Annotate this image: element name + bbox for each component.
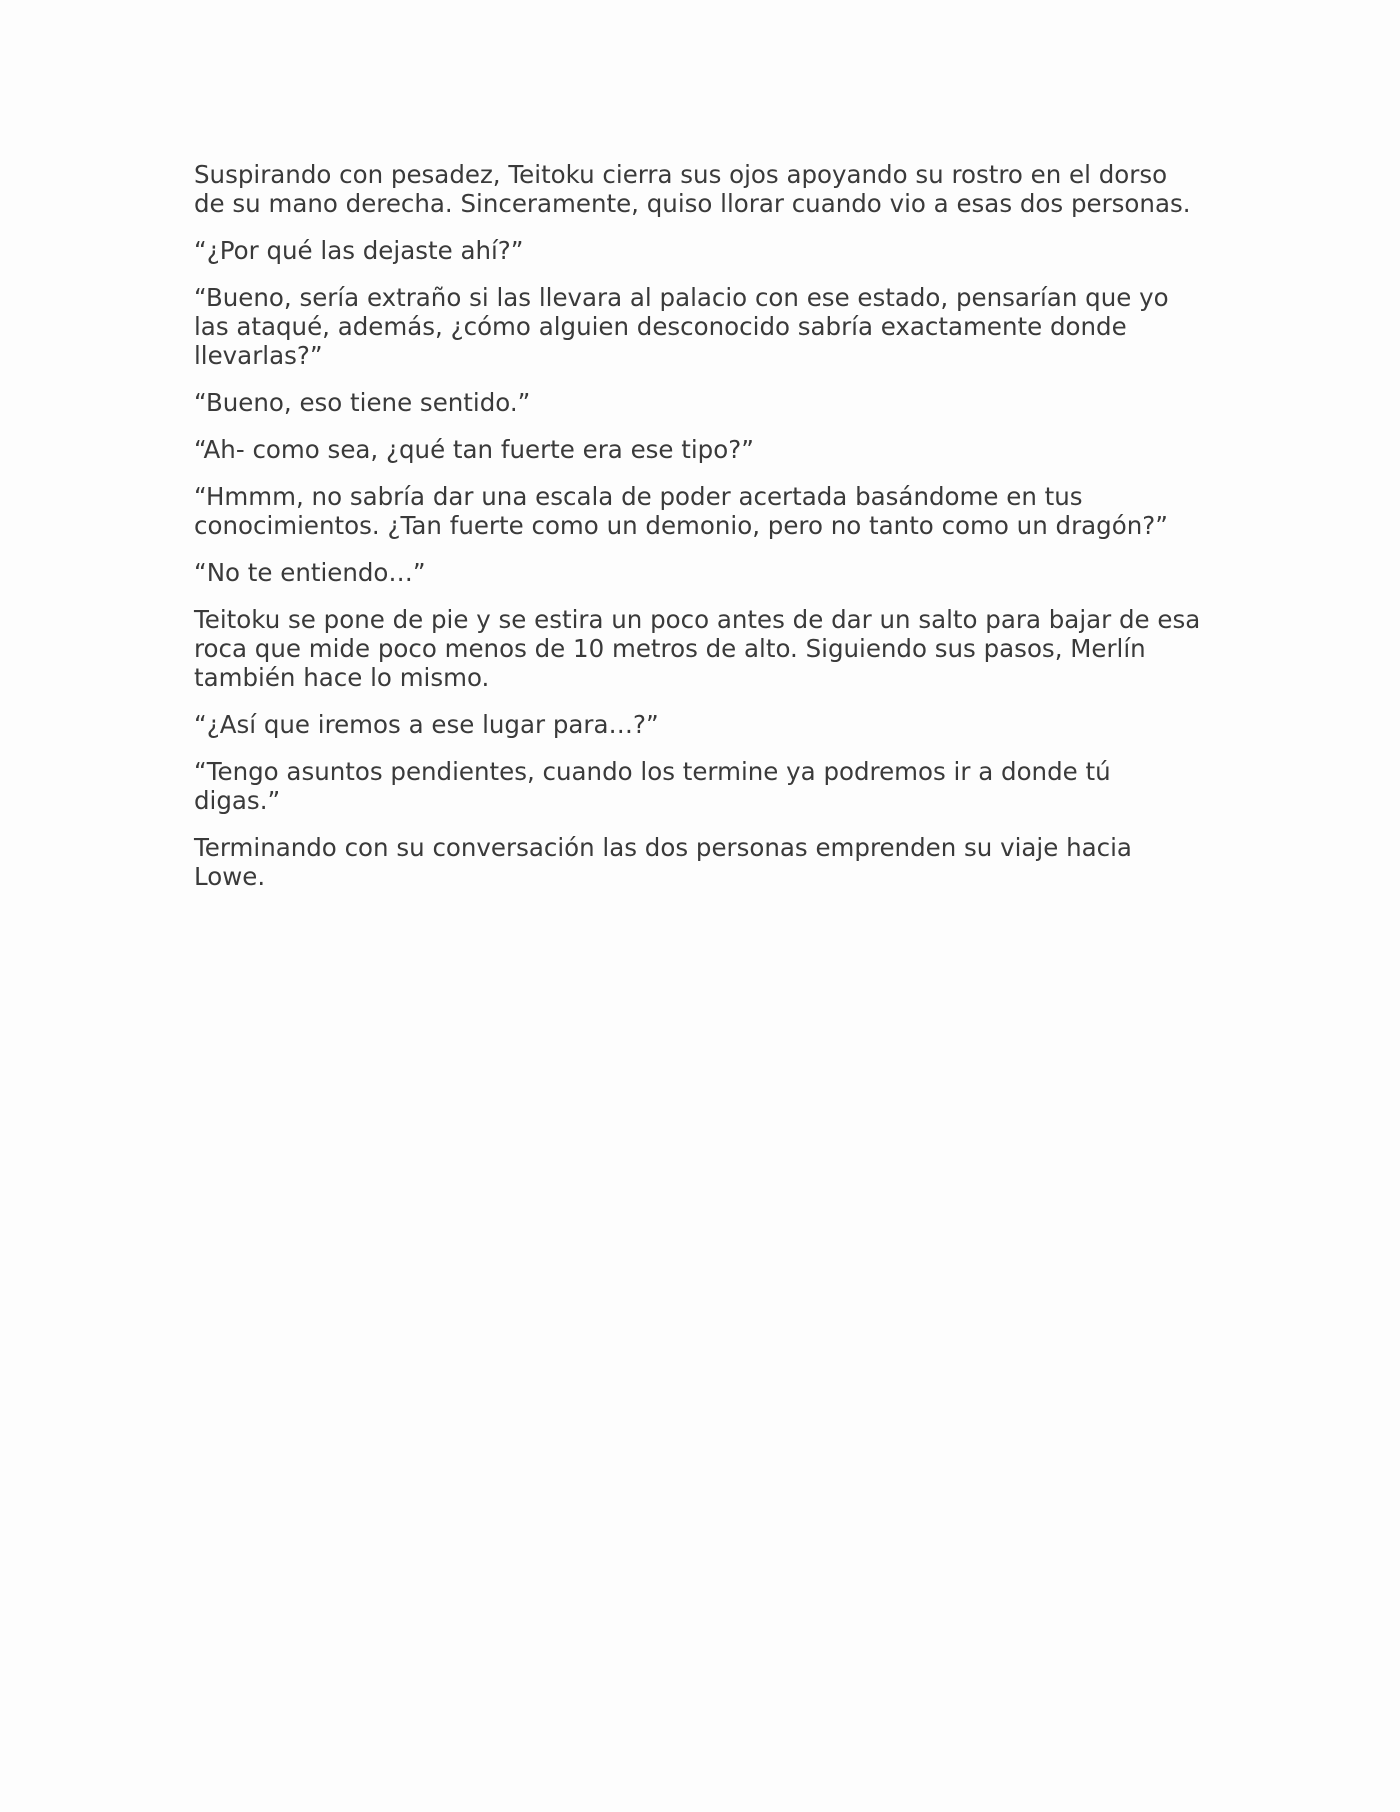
paragraph: “¿Así que iremos a ese lugar para…?”	[194, 710, 659, 739]
paragraph: “Hmmm, no sabría dar una escala de poder acertada basándome en tus conocimientos. ¿Tan fuerte como un demonio, pero no tanto como un dragón?”	[194, 482, 1168, 540]
paragraph: “Bueno, eso tiene sentido.”	[194, 388, 531, 417]
document-body	[194, 160, 1204, 909]
paragraph: “No te entiendo…”	[194, 558, 426, 587]
paragraph: Suspirando con pesadez, Teitoku cierra sus ojos apoyando su rostro en el dorso de su mano derecha. Sinceramente, quiso llorar cuando vio a esas dos personas.	[194, 160, 1191, 218]
paragraph: “Ah- como sea, ¿qué tan fuerte era ese tipo?”	[194, 435, 754, 464]
paragraph: Teitoku se pone de pie y se estira un poco antes de dar un salto para bajar de esa roca que mide poco menos de 10 metros de alto. Siguiendo sus pasos, Merlín también hace lo mismo.	[194, 605, 1201, 692]
paragraph: Terminando con su conversación las dos personas emprenden su viaje hacia Lowe.	[194, 833, 1132, 891]
paragraph: “Bueno, sería extraño si las llevara al palacio con ese estado, pensarían que yo las ataqué, además, ¿cómo alguien desconocido sabría exactamente donde llevarlas?”	[194, 283, 1169, 370]
paragraph: “¿Por qué las dejaste ahí?”	[194, 236, 524, 265]
paragraph: “Tengo asuntos pendientes, cuando los termine ya podremos ir a donde tú digas.”	[194, 757, 1111, 815]
